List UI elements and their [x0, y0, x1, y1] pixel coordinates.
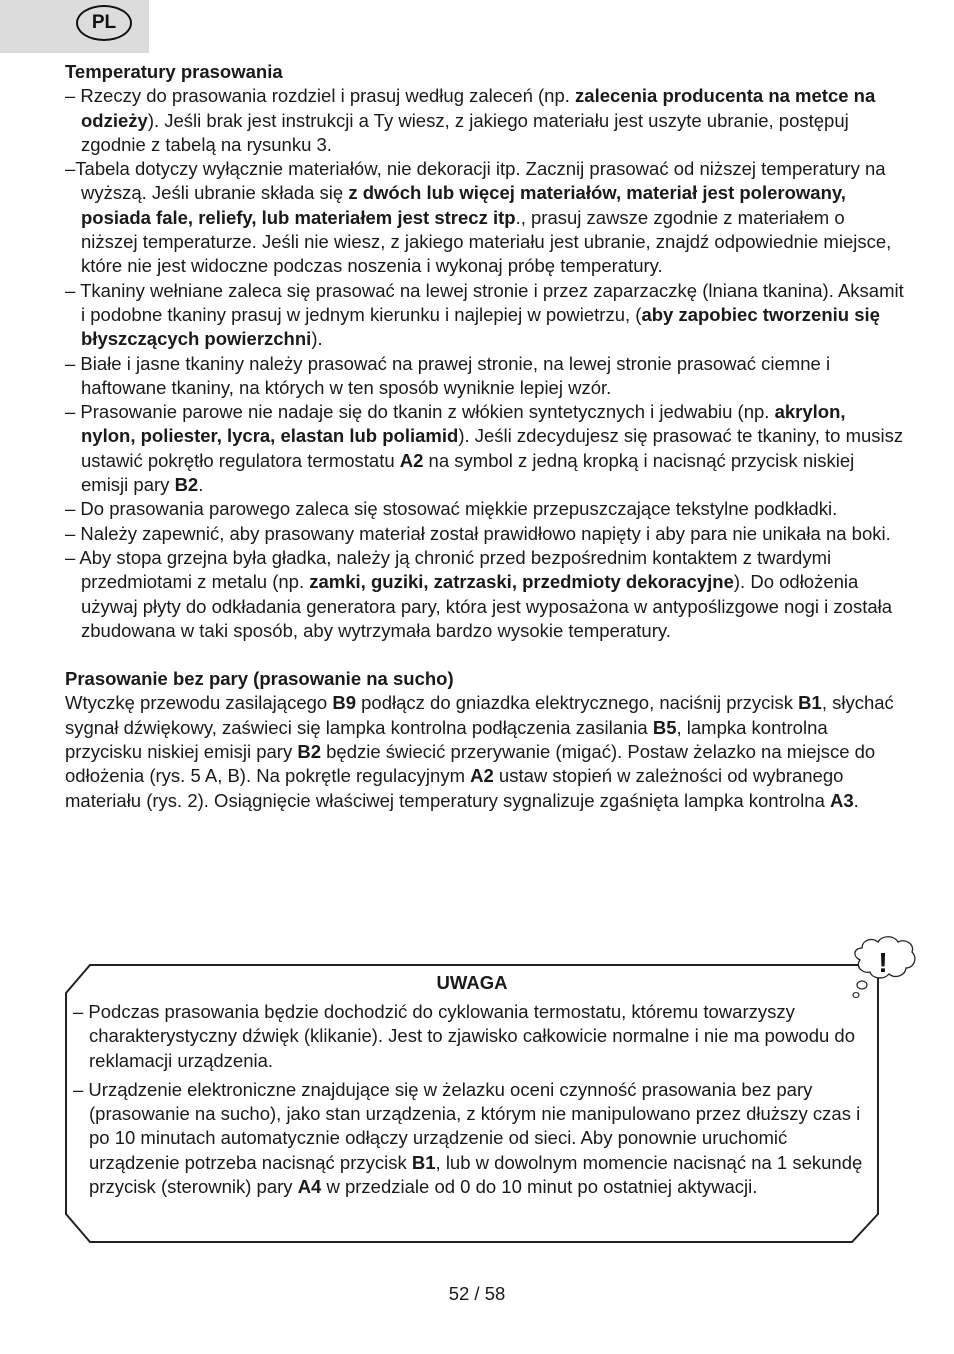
bold-text: B1 [411, 1151, 436, 1173]
text-run: ). Do odłożenia używaj płyty do odkładania generatora pary, która jest wyposażona w antypoślizgowe nogi i została zbudowana w taki sposób, aby wytrzymała bardzo wysokie temperatury. [81, 571, 893, 641]
text-run: , lampka kontrolna przycisku niskiej emisji pary [65, 716, 828, 763]
text-run: – Rzeczy do prasowania rozdziel i prasuj według zaleceń (np. [65, 85, 576, 107]
bold-text: B9 [332, 692, 356, 714]
bold-text: A2 [470, 765, 494, 787]
text-run: będzie świecić przerywanie (migać). Postaw żelazko na miejsce do odłożenia (rys. 5 A, B). Na pokrętle regulacyjnym [65, 741, 876, 787]
bold-text: z dwóch lub więcej materiałów, materiał jest polerowany, posiada fale, reliefy, lub materiałem jest strecz itp [81, 182, 846, 228]
text-run: podłącz do gniazdka elektrycznego, naciśnij przycisk [356, 692, 799, 714]
text-run: w przedziale od 0 do 10 minut po ostatniej aktywacji. [321, 1176, 758, 1198]
bold-text: B5 [652, 716, 677, 738]
warning-item [73, 1078, 878, 1199]
bold-text: aby zapobiec tworzeniu się błyszczących powierzchni [81, 303, 880, 350]
text-run: – Tkaniny wełniane zaleca się prasować na lewej stronie i przez zaparzaczkę (lniana tkanina). Aksamit i podobne tkaniny prasuj w jednym kierunku i najlepiej w powietrzu, ( [65, 279, 904, 325]
warning-body [73, 1000, 878, 1204]
text-run: – Należy zapewnić, aby prasowany materiał został prawidłowo napięty i aby para nie unikała na boki. [65, 522, 891, 544]
text-run: – Urządzenie elektroniczne znajdujące się w żelazku oceni czynność prasowania bez pary (prasowanie na sucho), jako stan urządzenia, z którym nie manipulowano przez dłuższy czas i po 10 minutach automatycznie odłączy urządzenie od sieci. Aby ponownie uruchomić urządzenie potrzeba nacisnąć przycisk [73, 1078, 861, 1173]
language-badge: PL [76, 5, 132, 41]
bold-text: zalecenia producenta na metce na odzieży [81, 85, 876, 131]
text-run: – Aby stopa grzejna była gładka, należy ją chronić przed bezpośrednim kontaktem z twardymi przedmiotami z metalu (np. [65, 546, 832, 593]
page-number: 52 / 58 [448, 1283, 506, 1304]
text-run: – Podczas prasowania będzie dochodzić do cyklowania termostatu, któremu towarzyszy charakterystyczny dźwięk (klikanie). Jest to zjawisko całkowicie normalne i nie ma powodu do reklamacji urządzenia. [73, 1001, 856, 1071]
warning-item [73, 1000, 878, 1073]
bold-text: A3 [830, 789, 854, 811]
section-title-ironing-temperatures: Temperatury prasowania [65, 61, 283, 82]
bold-text: akrylon, nylon, poliester, lycra, elastan lub poliamid [81, 401, 846, 447]
text-run: – Białe i jasne tkaniny należy prasować na prawej stronie, na lewej stronie prasować ciemne i haftowane tkaniny, na których w ten sposób wyniknie lepiej wzór. [65, 352, 831, 398]
bold-text: A2 [399, 449, 424, 471]
text-run: ustaw stopień w zależności od wybranego materiału (rys. 2). Osiągnięcie właściwej temperatury sygnalizuje zgaśnięta lampka kontrolna [65, 765, 844, 811]
bold-text: A4 [297, 1176, 322, 1198]
text-run: ., prasuj zawsze zgodnie z materiałem o niższej temperaturze. Jeśli nie wiesz, z jakiego materiału jest ubranie, znajdź odpowiednie miejsce, które nie jest widoczne podczas noszenia i wykonaj próbę temperatury. [81, 206, 892, 277]
text-run: . [198, 474, 204, 496]
exclamation-icon: ! [878, 947, 888, 978]
text-run: –Tabela dotyczy wyłącznie materiałów, nie dekoracji itp. Zacznij prasować od niższej temperatury na wyższą. Jeśli ubranie składa się [65, 158, 886, 204]
section-title-dry-ironing: Prasowanie bez pary (prasowanie na sucho) [65, 668, 454, 690]
bold-text: B2 [174, 474, 199, 496]
text-run: ). Jeśli zdecydujesz się prasować te tkaniny, to musisz ustawić pokrętło regulatora termostatu [81, 425, 904, 471]
text-run: ). Jeśli brak jest instrukcji a Ty wiesz, z jakiego materiału jest uszyte ubranie, postępuj zgodnie z tabelą na rysunku 3. [81, 109, 849, 155]
text-run: ). [311, 328, 323, 350]
text-run: , lub w dowolnym momencie nacisnąć na 1 sekundę przycisk (sterownik) pary [89, 1151, 863, 1198]
text-run: na symbol z jedną kropką i nacisnąć przycisk niskiej emisji pary [81, 449, 855, 496]
text-run: . [853, 789, 859, 811]
text-run: – Do prasowania parowego zaleca się stosować miękkie przepuszczające tekstylne podkładki. [65, 498, 838, 520]
bold-text: B1 [798, 692, 822, 714]
bold-text: B2 [297, 741, 321, 763]
bold-text: zamki, guziki, zatrzaski, przedmioty dekoracyjne [309, 571, 734, 593]
warning-title: UWAGA [436, 972, 508, 993]
text-run: , słychać sygnał dźwiękowy, zaświeci się lampka kontrolna podłączenia zasilania [65, 692, 894, 738]
text-run: – Prasowanie parowe nie nadaje się do tkanin z włókien syntetycznych i jedwabiu (np. [65, 401, 775, 423]
text-run: Wtyczkę przewodu zasilającego [65, 692, 333, 714]
